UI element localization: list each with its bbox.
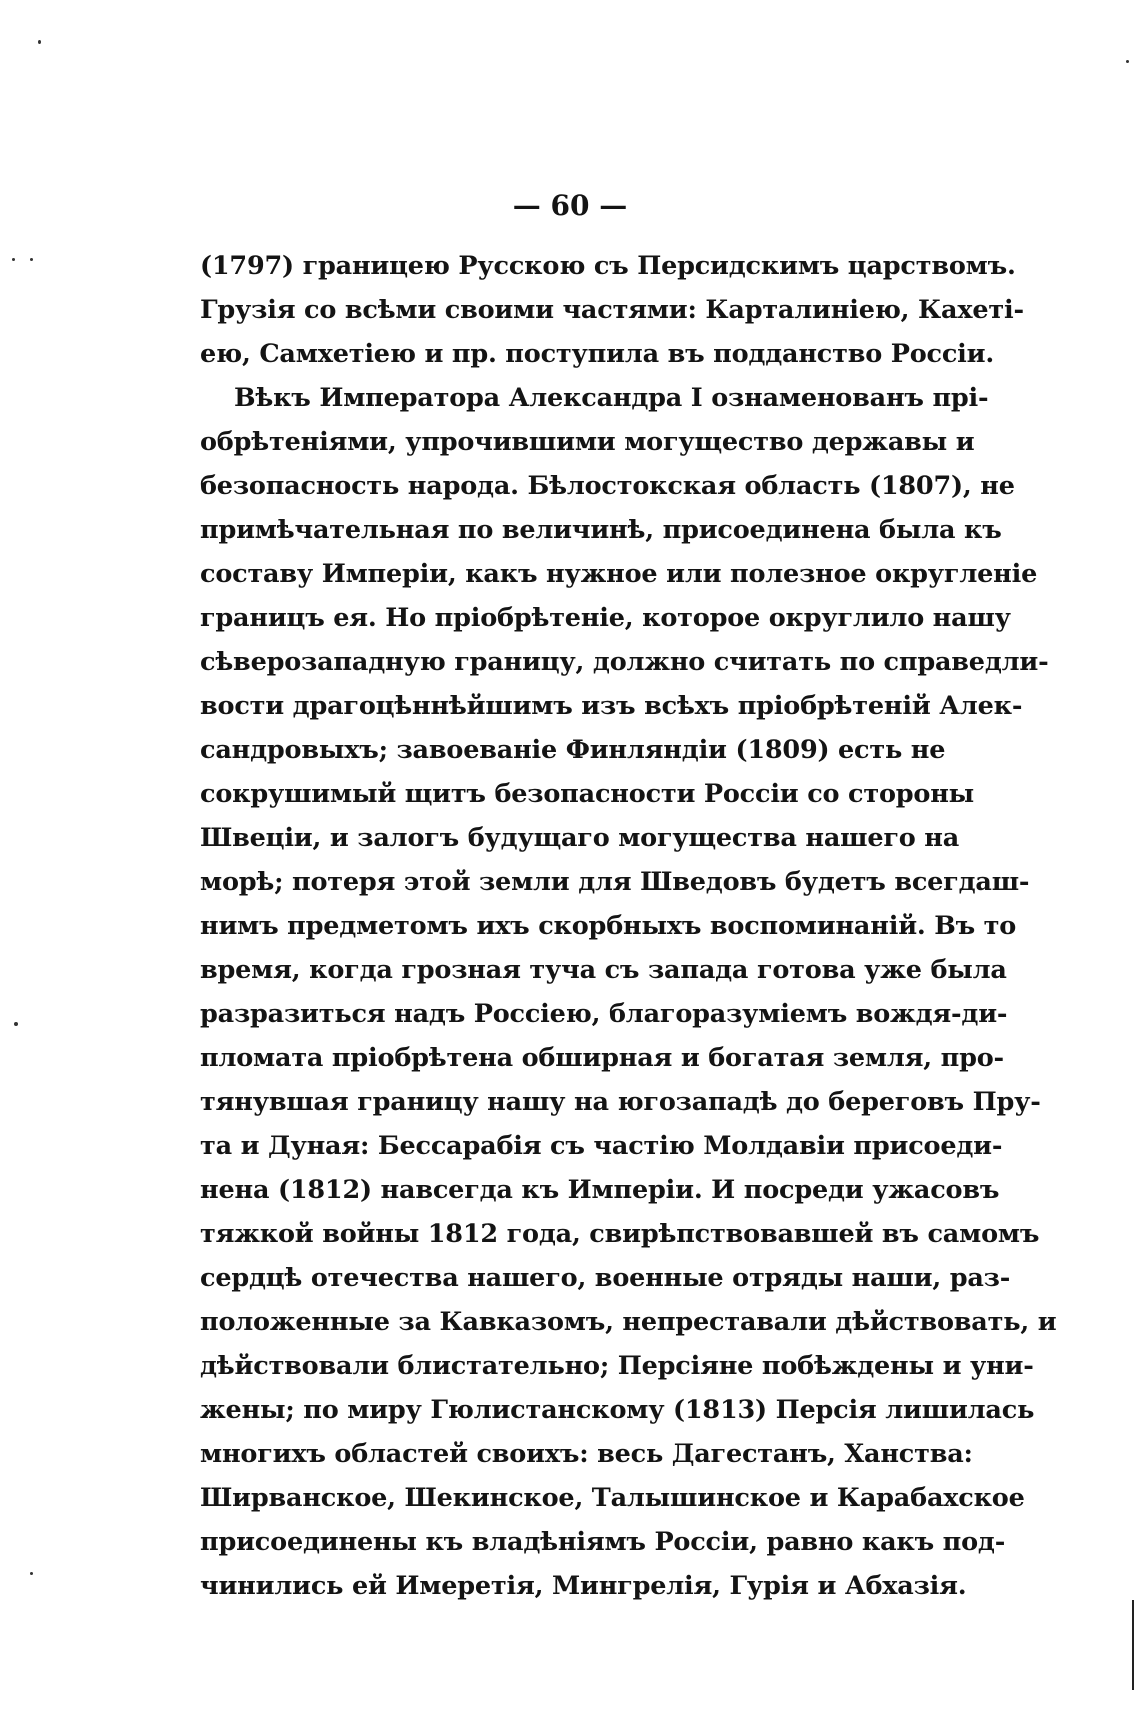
scan-speck (30, 258, 33, 261)
text-line: сокрушимый щитъ безопасности Россіи со стороны (200, 779, 975, 809)
scan-speck (1126, 60, 1129, 63)
text-line: сандровыхъ; завоеваніе Финляндіи (1809) есть не (200, 735, 946, 765)
text-line: морѣ; потеря этой земли для Шведовъ будетъ всегдаш- (200, 867, 1030, 897)
text-line: тяжкой войны 1812 года, свирѣпствовавшей въ самомъ (200, 1219, 1040, 1249)
text-line: жены; по миру Гюлистанскому (1813) Персія лишилась (200, 1395, 1035, 1425)
text-line: та и Дуная: Бессарабія съ частію Молдавіи присоеди- (200, 1131, 1003, 1161)
text-line: ею, Самхетіею и пр. поступила въ подданство Россіи. (200, 339, 995, 369)
text-line: Ширванское, Шекинское, Талышинское и Карабахское (200, 1483, 1025, 1513)
text-line: пломата пріобрѣтена обширная и богатая земля, про- (200, 1043, 1004, 1073)
scan-speck (12, 258, 15, 261)
text-line: Вѣкъ Императора Александра I ознаменованъ прі- (234, 383, 989, 413)
text-line: многихъ областей своихъ: весь Дагестанъ, Ханства: (200, 1439, 973, 1469)
text-line: нимъ предметомъ ихъ скорбныхъ воспоминаній. Въ то (200, 911, 1017, 941)
text-line: присоединены къ владѣніямъ Россіи, равно какъ под- (200, 1527, 1006, 1557)
text-line: дѣйствовали блистательно; Персіяне побѣждены и уни- (200, 1351, 1034, 1381)
text-line: примѣчательная по величинѣ, присоединена была къ (200, 515, 1002, 545)
text-line: составу Имперіи, какъ нужное или полезное округленіе (200, 559, 1038, 589)
text-line: обрѣтеніями, упрочившими могущество державы и (200, 427, 975, 457)
text-line: разразиться надъ Россіею, благоразуміемъ вождя-ди- (200, 999, 1008, 1029)
text-line: тянувшая границу нашу на югозападѣ до береговъ Пру- (200, 1087, 1041, 1117)
scan-speck (30, 1572, 33, 1575)
scan-edge-mark (1132, 1600, 1134, 1690)
text-line: (1797) границею Русскою съ Персидскимъ царствомъ. (200, 251, 1016, 281)
text-line: сердцѣ отечества нашего, военные отряды наши, раз- (200, 1263, 1011, 1293)
text-line: нена (1812) навсегда къ Имперіи. И посреди ужасовъ (200, 1175, 1000, 1205)
text-line: вости драгоцѣннѣйшимъ изъ всѣхъ пріобрѣтеній Алек- (200, 691, 1023, 721)
text-line: сѣверозападную границу, должно считать по справедли- (200, 647, 1049, 677)
text-line: границъ ея. Но пріобрѣтеніе, которое округлило нашу (200, 603, 1011, 633)
page-number: — 60 — (512, 189, 628, 222)
text-line: чинились ей Имеретія, Мингрелія, Гурія и Абхазія. (200, 1571, 967, 1601)
scan-speck (38, 40, 41, 44)
text-line: время, когда грозная туча съ запада готова уже была (200, 955, 1007, 985)
text-line: Грузія со всѣми своими частями: Карталиніею, Кахеті- (200, 295, 1024, 325)
text-line: положенные за Кавказомъ, непреставали дѣйствовать, и (200, 1307, 1057, 1337)
text-line: безопасность народа. Бѣлостокская область (1807), не (200, 471, 1015, 501)
body-text (200, 244, 1057, 1608)
text-line: Швеціи, и залогъ будущаго могущества нашего на (200, 823, 960, 853)
scan-speck (14, 1022, 18, 1026)
